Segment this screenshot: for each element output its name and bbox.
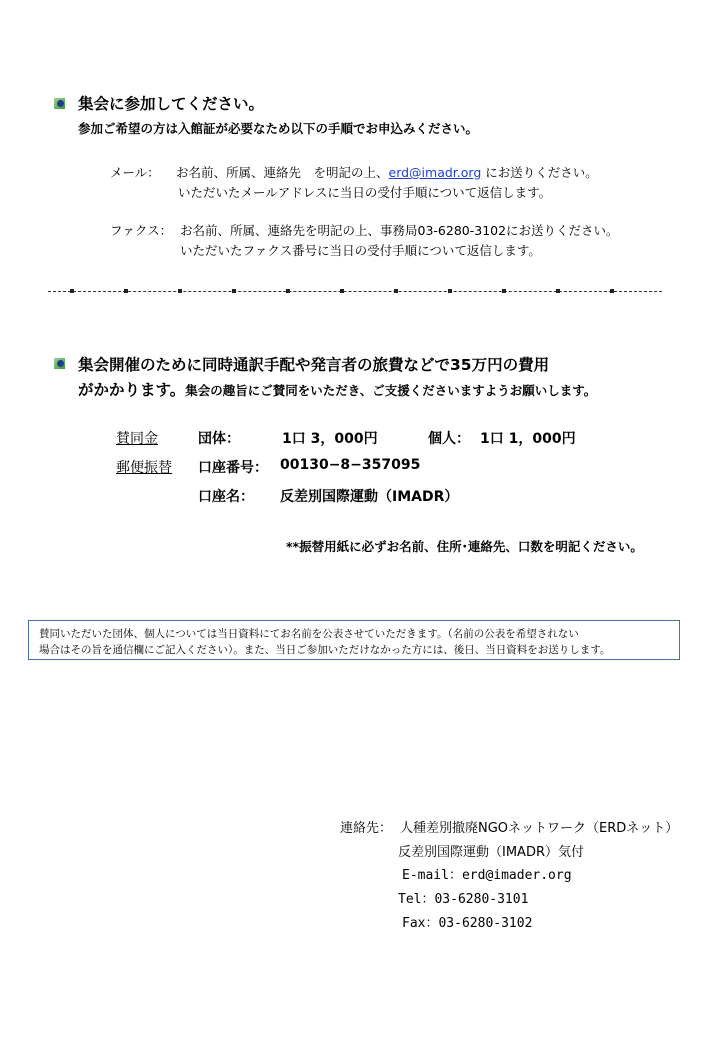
group-label: 団体： — [198, 431, 240, 447]
notice-line1: 賛同いただいた団体、個人については当日資料にてお名前を公表させていただきます。（名前の公表を希望されない — [39, 628, 579, 640]
divider-dot — [610, 289, 614, 293]
section-bullet-icon — [54, 358, 65, 369]
mail-reply: いただいたメールアドレスに当日の受付手順について返信します。 — [178, 185, 552, 200]
divider-dot — [232, 289, 236, 293]
contact-fax: Fax：03-6280-3102 — [402, 916, 533, 931]
contact-org: 人種差別撤廃NGOネットワーク（ERDネット） — [400, 821, 679, 836]
divider-dot — [502, 289, 506, 293]
divider-dot — [178, 289, 182, 293]
section2-title-line2-big: がかかります。 — [78, 381, 186, 399]
divider-dot — [340, 289, 344, 293]
contact-tel: Tel：03-6280-3101 — [398, 892, 529, 907]
mail-text-before: お名前、所属、連絡先 を明記の上、 — [176, 165, 389, 180]
mail-instruction — [176, 163, 598, 181]
fax-label: ファクス： — [110, 223, 173, 238]
notice-line2: 場合はその旨を通信欄にご記入ください）。また、当日ご参加いただけなかった方には、後日、当日資料をお送りします。 — [39, 644, 611, 656]
section-bullet-icon — [54, 98, 65, 109]
contact-email: E-mail：erd@imader.org — [402, 868, 572, 883]
section2-title-line2 — [78, 378, 596, 400]
mail-text-after: にお送りください。 — [481, 165, 598, 180]
divider-dot — [286, 289, 290, 293]
mail-label: メール： — [110, 165, 160, 180]
account-number: 00130−8−357095 — [280, 457, 421, 473]
contact-care-of: 反差別国際運動（IMADR）気付 — [398, 845, 584, 860]
individual-label: 個人： — [428, 431, 470, 447]
contact-label: 連絡先： — [340, 821, 393, 836]
divider-dot — [394, 289, 398, 293]
section-divider — [48, 291, 662, 292]
divider-dot — [124, 289, 128, 293]
section2-title-line2-small: 集会の趣旨にご賛同をいただき、ご支援くださいますようお願いします。 — [185, 383, 597, 398]
notice-box — [28, 620, 680, 660]
group-amount: 1口 3，000円 — [282, 431, 378, 447]
section2-title-line1: 集会開催のために同時通訳手配や発言者の旅費などで35万円の費用 — [78, 356, 550, 374]
fax-instruction: お名前、所属、連絡先を明記の上、事務局03-6280-3102にお送りください。 — [180, 223, 619, 238]
section1-title: 集会に参加してください。 — [78, 95, 265, 113]
transfer-note: **振替用紙に必ずお名前、住所･連絡先、口数を明記ください。 — [286, 539, 643, 554]
fax-reply: いただいたファクス番号に当日の受付手順について返信します。 — [180, 243, 541, 258]
donation-label: 賛同金 — [116, 431, 158, 447]
transfer-label: 郵便振替 — [116, 460, 172, 476]
individual-amount: 1口 1，000円 — [480, 431, 576, 447]
divider-dot — [448, 289, 452, 293]
email-link[interactable]: erd@imadr.org — [388, 165, 482, 180]
account-number-label: 口座番号： — [198, 460, 268, 476]
divider-dot — [556, 289, 560, 293]
account-name-label: 口座名： — [198, 489, 254, 505]
section1-subtitle: 参加ご希望の方は入館証が必要なため以下の手順でお申込みください。 — [78, 121, 479, 136]
divider-dot — [70, 289, 74, 293]
account-name: 反差別国際運動（IMADR） — [280, 489, 459, 505]
